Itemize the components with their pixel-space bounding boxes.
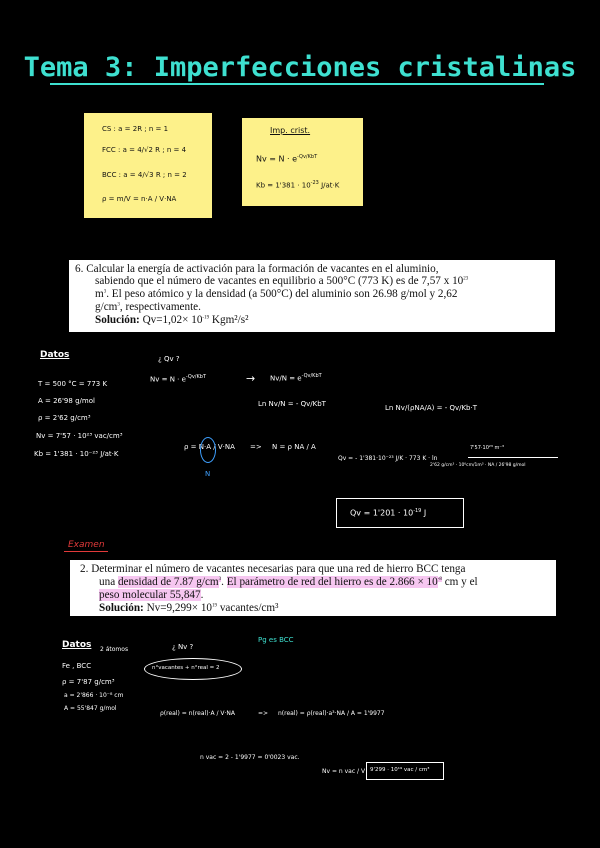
work1-question: ¿ Qv ? xyxy=(158,355,180,363)
datos2-fe: Fe , BCC xyxy=(62,662,92,670)
datos1-heading: Datos xyxy=(40,350,70,360)
work2-implies: => xyxy=(258,710,269,717)
work1-fraction-bar xyxy=(468,457,558,458)
work1-n-label: N xyxy=(205,470,211,478)
note-imperfections xyxy=(242,118,363,206)
work1-result: $Qv = 1'201 \cdot 10^{-19}$ J xyxy=(350,508,427,518)
work2-nv-result: 9'299 · 10¹⁹ vac / cm³ xyxy=(370,767,430,773)
exam-label: Examen xyxy=(68,540,105,550)
datos1-temperature: T = 500 °C = 773 K xyxy=(38,380,108,388)
note-nv: $Nv = N \cdot e^{-Qv/KbT}$ xyxy=(256,154,318,164)
problem-2-solution: Solución: $Nv=9,299\times 10^{19}$ vacantes/cm³ xyxy=(99,602,279,614)
problem-6-line4: $g/cm^3$, respectivamente. xyxy=(95,301,201,313)
title-underline xyxy=(50,83,544,85)
datos1-density: ρ = 2'62 g/cm³ xyxy=(38,414,91,422)
page-title: Tema 3: Imperfecciones cristalinas xyxy=(23,52,577,83)
note-kb: $Kb = 1'381 \cdot 10^{-23}$ J/at·K xyxy=(256,180,340,190)
work1-qv-frac-num: 7'57·10²³ m⁻³ xyxy=(470,445,504,451)
work2-n-real: n(real) = ρ(real)·a³·NA / A = 1'9977 xyxy=(278,710,385,717)
datos2-atoms: 2 átomos xyxy=(100,646,129,653)
problem-2-line2: una densidad de 7.87 $g/cm^3$. El parámetro de red del hierro es de $2.866 \times 10^{-8}$ cm y el xyxy=(99,576,478,588)
exam-underline xyxy=(64,551,108,552)
work1-arrow: → xyxy=(246,372,256,385)
datos2-lattice: a = 2'866 · 10⁻⁸ cm xyxy=(64,692,124,699)
work1-ln2: Ln Nv/(ρNA/A) = - Qv/Kb·T xyxy=(385,404,477,412)
note-cs: CS : a = 2R ; n = 1 xyxy=(102,125,169,133)
note-fcc: FCC : a = 4/√2 R ; n = 4 xyxy=(102,146,187,154)
work1-eq1: $Nv = N \cdot e^{-Qv/KbT}$ xyxy=(150,374,206,384)
note-bcc: BCC : a = 4/√3 R ; n = 2 xyxy=(102,171,187,179)
work1-circle-annotation xyxy=(200,437,216,463)
problem-6-line1: 6. Calcular la energía de activación para la formación de vacantes en el aluminio, xyxy=(75,263,439,275)
datos2-density: ρ = 7'87 g/cm³ xyxy=(62,678,115,686)
work2-ellipse-text: n°vacantes + n°real = 2 xyxy=(152,665,220,671)
datos1-vacancies: Nv = 7'57 · 10²³ vac/cm³ xyxy=(36,432,123,440)
work2-pg-note: Pg es BCC xyxy=(258,636,294,644)
work2-nv-eq: Nv = n vac / V xyxy=(322,768,366,775)
work1-ratio: $Nv/N = e^{-Qv/KbT}$ xyxy=(270,373,322,383)
problem-2-line3: peso molecular 55,847. xyxy=(99,589,204,601)
work1-implies: => xyxy=(250,443,262,451)
problem-2-line1: 2. Determinar el número de vacantes necesarias para que una red de hierro BCC tenga xyxy=(80,563,466,575)
datos2-atomic-weight: A = 55'847 g/mol xyxy=(64,705,117,712)
work1-ln1: Ln Nv/N = - Qv/KbT xyxy=(258,400,326,408)
problem-6-line3: $m^3$. El peso atómico y la densidad (a 500°C) del aluminio son 26.98 g/mol y 2,62 xyxy=(95,288,458,300)
problem-6-card xyxy=(69,260,555,332)
work1-qv-calc: Qv = - 1'381·10⁻²³ J/K · 773 K · ln xyxy=(338,455,438,462)
work2-density-eq: ρ(real) = n(real)·A / V·NA xyxy=(160,710,236,717)
work1-n-eq: N = ρ NA / A xyxy=(272,443,316,451)
note-structures xyxy=(84,113,212,218)
datos1-atomic-weight: A = 26'98 g/mol xyxy=(38,397,95,405)
note-heading: Imp. crist. xyxy=(270,126,311,135)
datos2-heading: Datos xyxy=(62,640,92,650)
work2-n-vac: n vac = 2 - 1'9977 = 0'0023 vac. xyxy=(200,754,300,761)
work1-qv-frac-den: 2'62 g/cm³ · 10⁶cm/1m³ · NA / 26'98 g/mol xyxy=(430,463,526,468)
work2-question: ¿ Nv ? xyxy=(172,643,194,651)
work1-density-eq: ρ = N·A / V·NA xyxy=(184,443,235,451)
datos1-boltzmann: Kb = 1'381 · 10⁻²³ J/at·K xyxy=(34,450,119,458)
problem-6-line2: sabiendo que el número de vacantes en equilibrio a 500°C (773 K) es de 7,57 x $10^{23}$ xyxy=(95,275,469,287)
note-density: ρ = m/V = n·A / V·NA xyxy=(102,195,177,203)
problem-6-solution: Solución: $Qv=1,02\times 10^{-19}$ Kgm²/s² xyxy=(95,314,249,326)
problem-2-card xyxy=(70,560,556,616)
